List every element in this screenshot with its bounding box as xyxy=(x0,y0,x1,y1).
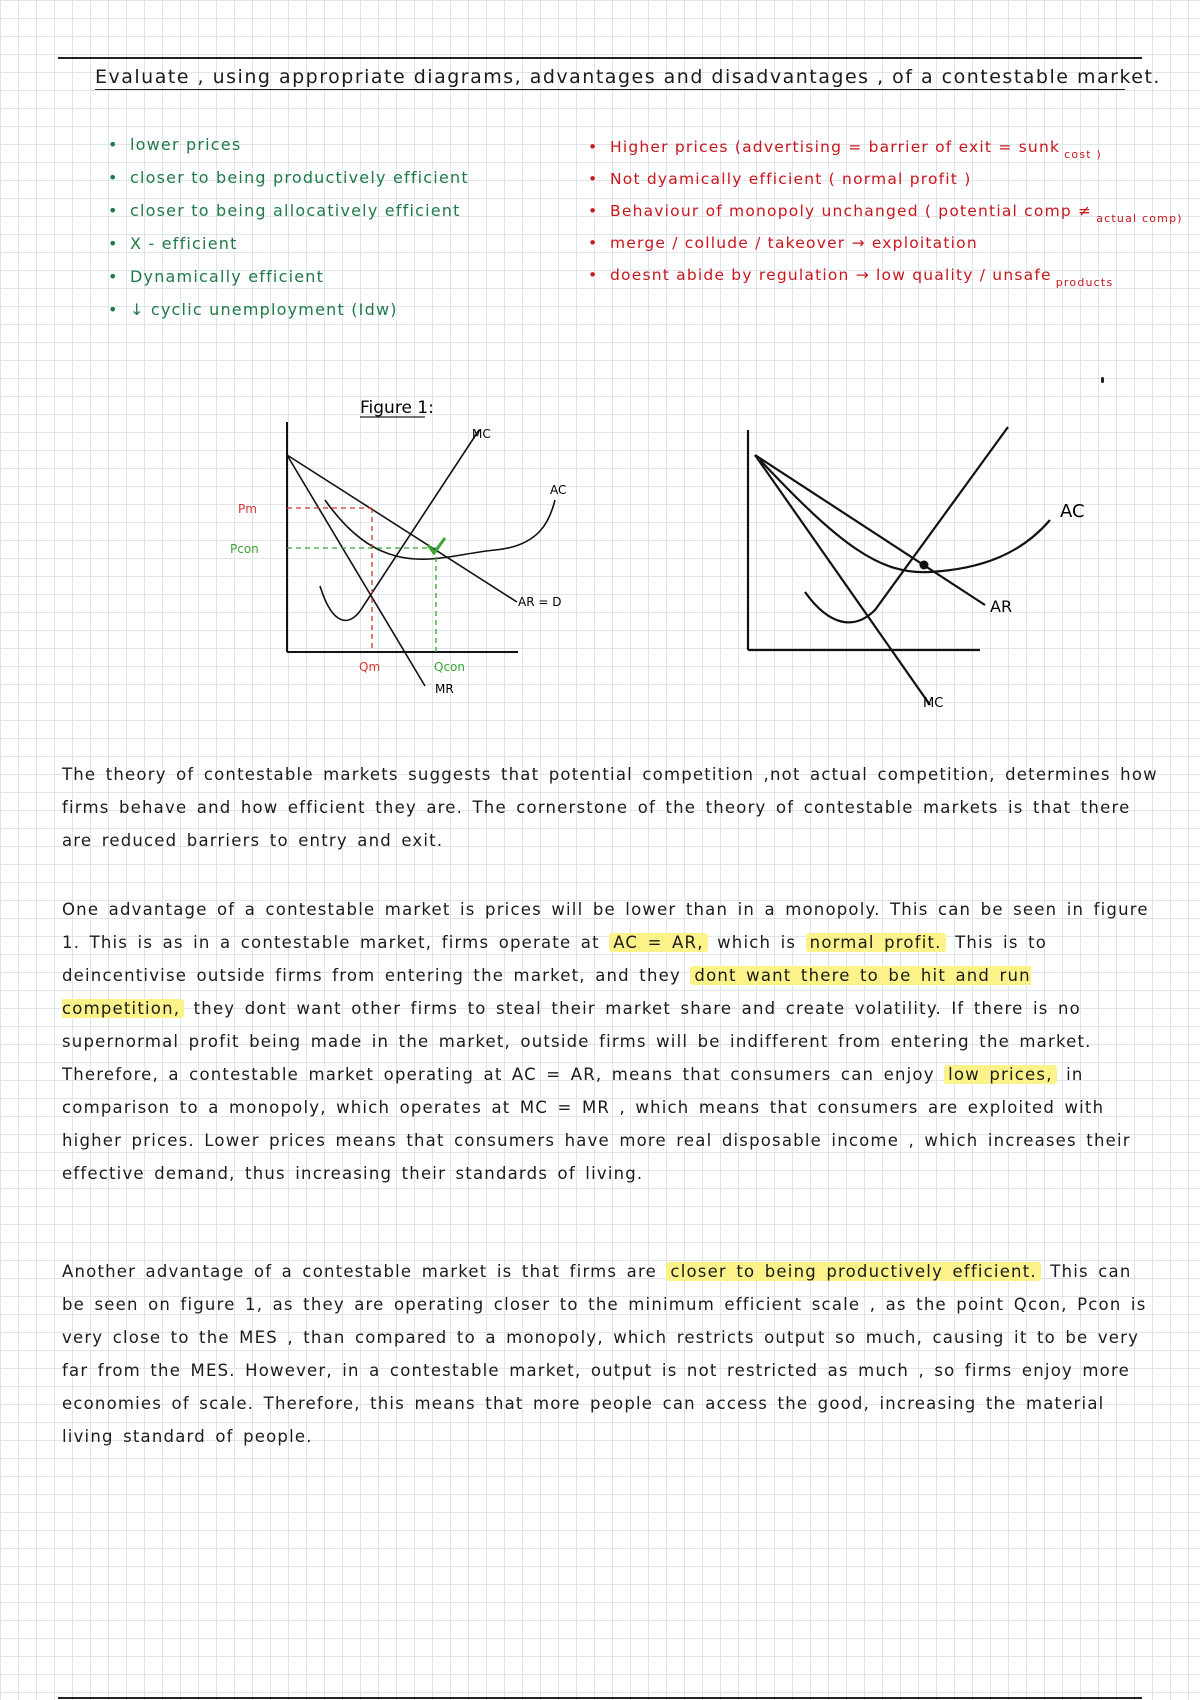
page-title: Evaluate , using appropriate diagrams, advantages and disadvantages , of a contestable market. xyxy=(95,66,1161,88)
list-item: • Higher prices (advertising = barrier of exit = sunk $_{cost )}$ xyxy=(588,138,1102,161)
ar-label: AR = D xyxy=(518,595,562,609)
list-item: • lower prices xyxy=(108,135,242,154)
list-item: • Behaviour of monopoly unchanged ( potential comp ≠ $_{actual comp)}$ xyxy=(588,202,1183,225)
mc-label: MC xyxy=(472,427,491,441)
equilibrium-tick-mark xyxy=(428,538,445,553)
ar-demand-curve xyxy=(287,455,517,602)
qm-label: Qm xyxy=(359,660,381,674)
list-item: • Not dyamically efficient ( normal profit ) xyxy=(588,170,972,188)
highlight: low prices, xyxy=(944,1065,1057,1084)
highlight: closer to being productively efficient. xyxy=(666,1262,1040,1281)
list-item: • X - efficient xyxy=(108,234,238,253)
list-item: • closer to being productively efficient xyxy=(108,168,469,187)
ac-curve xyxy=(325,500,555,559)
mr-curve xyxy=(755,455,930,705)
ac-curve xyxy=(760,460,1050,572)
list-item: • Dynamically efficient xyxy=(108,267,325,286)
figure-1-diagram xyxy=(225,390,590,715)
qcon-label: Qcon xyxy=(434,660,465,674)
ar-curve xyxy=(755,455,985,605)
advantages-list xyxy=(108,128,469,326)
pm-label: Pm xyxy=(238,502,257,516)
mr-label: MR xyxy=(435,682,454,696)
highlight: AC = AR, xyxy=(609,933,707,952)
highlight: normal profit. xyxy=(806,933,946,952)
ac-label: AC xyxy=(550,483,567,497)
paragraph-productive-efficiency: Another advantage of a contestable market is that firms are closer to being productively efficient. This can be seen on figure 1, as they are operating closer to the minimum efficient scale , as the point Qcon, Pcon is very close to the MES , than compared to a monopoly, which restricts output so much, causing it to be very far from the MES. However, in a contestable market, output is not restricted as much , so firms enjoy more economies of scale. Therefore, this means that more people can access the good, increasing the material living standard of people. xyxy=(62,1262,1147,1446)
figure-1-title: Figure 1: xyxy=(360,398,434,418)
mc-curve xyxy=(805,427,1008,622)
list-item: • merge / collude / takeover → exploitation xyxy=(588,234,978,252)
mc-label: MC xyxy=(923,696,944,711)
ar-label: AR xyxy=(990,597,1013,616)
list-item: • doesnt abide by regulation → low quality / unsafe $_{products}$ xyxy=(588,266,1114,289)
paragraph-prices: One advantage of a contestable market is prices will be lower than in a monopoly. This can be seen in figure 1. This is as in a contestable market, firms operate at AC = AR, which is normal profit. This is to deincentivise outside firms from entering the market, and they dont want there to be hit and run competition, they dont want other firms to steal their market share and create volatility. If there is no supernormal profit being made in the market, outside firms will be indifferent from entering the market. Therefore, a contestable market operating at AC = AR, means that consumers can enjoy low prices, in comparison to a monopoly, which operates at MC = MR , which means that consumers are exploited with higher prices. Lower prices means that consumers have more real disposable income , which increases their effective demand, thus increasing their standards of living. xyxy=(62,900,1149,1183)
bottom-rule xyxy=(58,1697,1142,1699)
ac-label: AC xyxy=(1060,501,1085,522)
pcon-label: Pcon xyxy=(230,542,259,556)
list-item: • closer to being allocatively efficient xyxy=(108,201,461,220)
figure-2-diagram xyxy=(730,405,1110,725)
equilibrium-point xyxy=(920,561,929,570)
highlight: dont want there to be hit and run competition, xyxy=(62,966,1031,1018)
list-item: • ↓ cyclic unemployment (Idw) xyxy=(108,300,398,319)
mc-curve xyxy=(320,430,479,620)
top-rule xyxy=(58,57,1142,59)
disadvantages-list xyxy=(588,131,1183,291)
stray-dot xyxy=(1101,377,1104,383)
paragraph-intro: The theory of contestable markets suggests that potential competition ,not actual competition, determines how firms behave and how efficient they are. The cornerstone of the theory of contestable markets is that there are reduced barriers to entry and exit. xyxy=(62,765,1158,850)
